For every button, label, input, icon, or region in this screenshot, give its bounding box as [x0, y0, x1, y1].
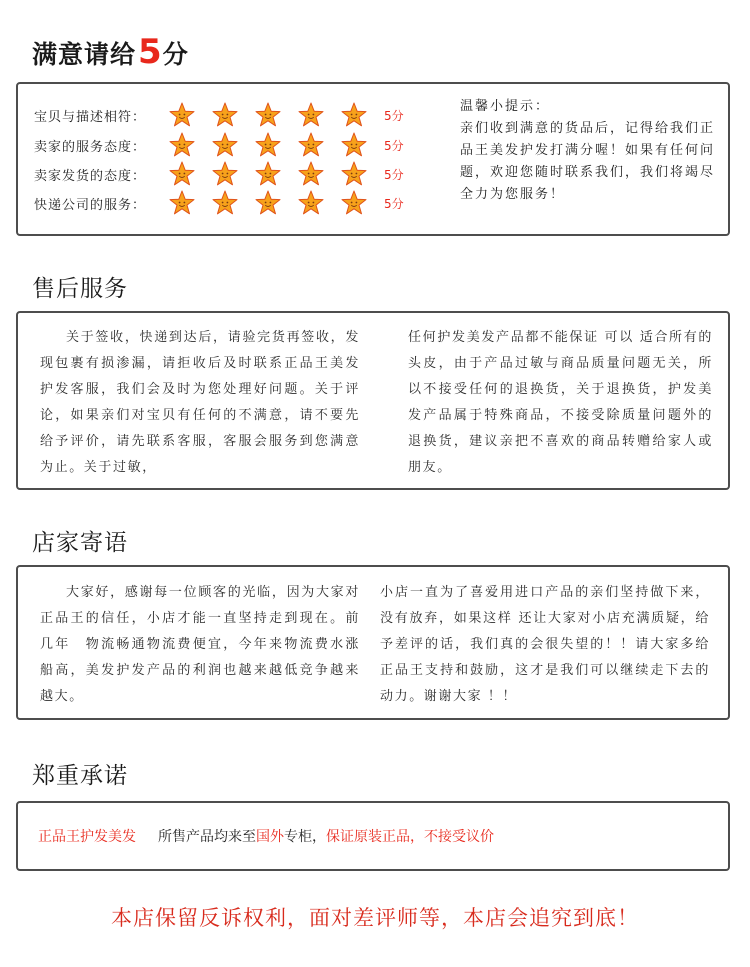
promise-brand: 正品王护发美发 — [38, 829, 136, 845]
star-icon — [255, 132, 281, 158]
promise-panel — [16, 801, 730, 871]
rating-label: 卖家发货的态度： — [34, 168, 147, 184]
rating-label: 宝贝与描述相符： — [34, 109, 147, 125]
star-icon — [298, 132, 324, 158]
promise-text: 专柜， — [284, 829, 326, 845]
rating-row — [34, 131, 404, 159]
star-icon — [298, 190, 324, 216]
star-icon — [341, 132, 367, 158]
star-rating[interactable] — [169, 132, 384, 158]
rating-label: 卖家的服务态度： — [34, 139, 147, 155]
star-icon — [169, 161, 195, 187]
star-icon — [255, 102, 281, 128]
star-icon — [298, 161, 324, 187]
promise-text: 所售产品均来至 — [158, 829, 256, 845]
rating-score: 5分 — [384, 138, 404, 153]
rating-label: 快递公司的服务： — [34, 197, 147, 213]
tips-block — [460, 96, 718, 206]
star-icon — [212, 161, 238, 187]
promise-highlight: 国外 — [256, 829, 284, 845]
rating-row — [34, 101, 404, 129]
title-unit: 分 — [162, 40, 189, 69]
star-icon — [255, 190, 281, 216]
star-icon — [298, 102, 324, 128]
rating-row — [34, 189, 404, 217]
message-title: 店家寄语 — [32, 530, 128, 556]
star-icon — [341, 190, 367, 216]
message-left-text: 大家好，感谢每一位顾客的光临，因为大家对正品王的信任，小店才能一直坚持走到现在。前几年 物流畅通物流费便宜，今年来物流费水涨船高，美发护发产品的利润也越来越低竞争越来越大。 — [40, 585, 360, 704]
message-panel — [16, 565, 730, 720]
promise-title: 郑重承诺 — [32, 763, 128, 789]
after-sale-title: 售后服务 — [32, 276, 128, 302]
star-icon — [212, 102, 238, 128]
bottom-notice: 本店保留反诉权利，面对差评师等，本店会追究到底！ — [111, 906, 639, 930]
tips-text: 亲们收到满意的货品后，记得给我们正品王美发护发打满分喔！如果有任何问题，欢迎您随时联系我们，我们将竭尽全力为您服务！ — [460, 121, 716, 202]
rating-score: 5分 — [384, 196, 404, 211]
rating-score: 5分 — [384, 108, 404, 123]
tips-title: 温馨小提示： — [460, 99, 551, 114]
star-rating[interactable] — [169, 190, 384, 216]
star-icon — [212, 132, 238, 158]
rating-score: 5分 — [384, 167, 404, 182]
promise-line — [38, 826, 494, 846]
star-icon — [169, 102, 195, 128]
star-icon — [212, 190, 238, 216]
page-title: 满意请给5分 — [32, 32, 189, 72]
after-sale-left-text: 关于签收，快递到达后，请验完货再签收，发现包裹有损渗漏，请拒收后及时联系正品王美发护发客服，我们会及时为您处理好问题。关于评论，如果亲们对宝贝有任何的不满意，请不要先给予评价，请先联系客服，客服会服务到您满意为止。关于过敏， — [40, 330, 360, 475]
star-icon — [169, 190, 195, 216]
rating-row — [34, 160, 404, 188]
star-icon — [255, 161, 281, 187]
rating-panel — [16, 82, 730, 236]
star-rating[interactable] — [169, 161, 384, 187]
title-number: 5 — [138, 32, 163, 72]
after-sale-panel — [16, 311, 730, 490]
star-icon — [341, 161, 367, 187]
after-sale-right-text: 任何护发美发产品都不能保证 可以 适合所有的头皮，由于产品过敏与商品质量问题无关，所以不接受任何的退换货，关于退换货，护发美发产品属于特殊商品，不接受除质量问题外的退换货，建议亲把不喜欢的商品转赠给家人或朋友。 — [408, 330, 713, 475]
message-right-text: 小店一直为了喜爱用进口产品的亲们坚持做下来，没有放弃，如果这样 还让大家对小店充满质疑，给予差评的话，我们真的会很失望的！！请大家多给正品王支持和鼓励，这才是我们可以继续走下去的动力。谢谢大家 ！！ — [380, 585, 710, 704]
star-rating[interactable] — [169, 102, 384, 128]
promise-guarantee: 保证原装正品，不接受议价 — [326, 829, 494, 845]
star-icon — [169, 132, 195, 158]
star-icon — [341, 102, 367, 128]
